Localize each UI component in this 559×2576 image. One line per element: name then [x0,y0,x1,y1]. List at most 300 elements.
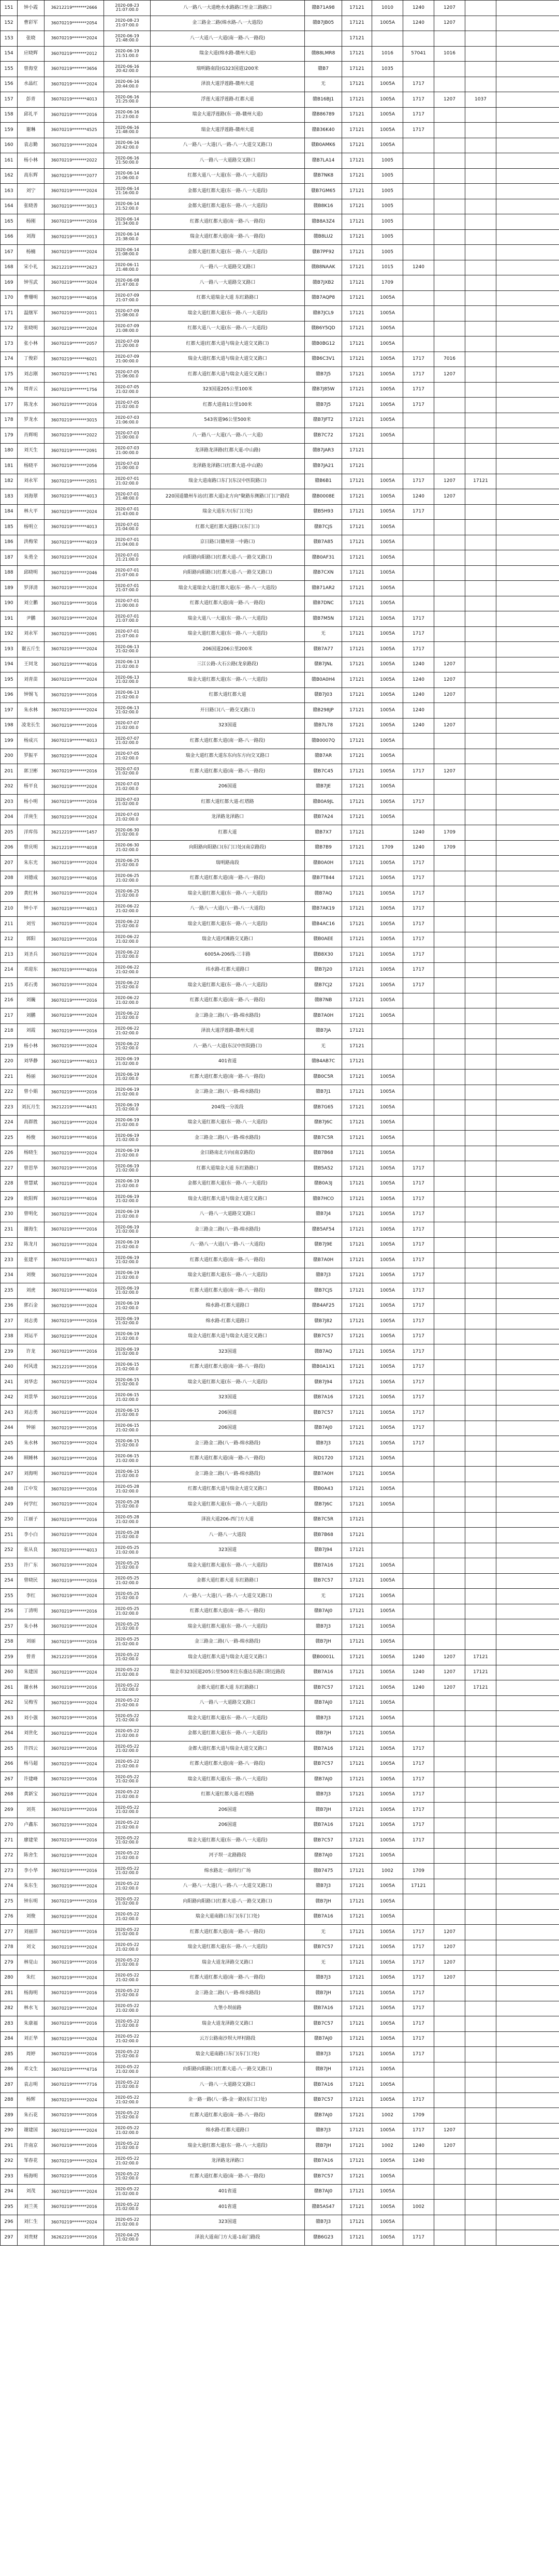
violation-code-2-cell: 1717 [403,1940,434,1955]
violation-time-cell: 2020-05-22 21:02:00.0 [104,2092,151,2108]
violation-code-4-cell [465,1497,496,1513]
violation-code-4-cell [465,1482,496,1497]
table-row [1,672,559,688]
row-number-cell: 218 [1,1023,18,1039]
plate-cell: 赣B7A24 [305,810,342,825]
violation-code-4-cell [465,1940,496,1955]
violation-time-cell: 2020-05-22 21:02:00.0 [104,1940,151,1955]
violation-time-cell: 2020-05-22 21:02:00.0 [104,2169,151,2185]
violation-code-1-cell: 1005A [372,687,403,703]
plate-cell: 无 [305,1955,342,1971]
violation-code-2-cell [403,1695,434,1711]
violation-code-1-cell: 1005A [372,1940,403,1955]
violation-code-2-cell [403,1115,434,1131]
location-cell: 瑞金大道南路口东门(东汉中医院路口) [151,474,305,489]
table-row [1,1451,559,1467]
location-cell: 八一路八一大道路交叉路口 [151,2077,305,2093]
location-cell: 红都大道红都大道-红塔路 [151,1787,305,1803]
violation-time-cell: 2020-06-22 21:02:00.0 [104,1039,151,1055]
row-number-cell: 167 [1,245,18,260]
row-number-cell: 193 [1,642,18,657]
violation-code-1-cell: 1005A [372,1650,403,1665]
name-cell: 周青云 [18,382,45,398]
name-cell: 刘瓦月生 [18,1100,45,1116]
row-number-cell: 151 [1,1,18,16]
row-number-cell: 236 [1,1298,18,1314]
code-cell: 17121 [342,336,372,352]
violation-code-3-cell: 1207 [434,489,465,505]
violation-code-4-cell [465,184,496,199]
name-cell: 刘贵财 [18,2230,45,2246]
location-cell: 瑞金大道红都大道(东一路-八一大道段) [151,978,305,993]
blank-cell [496,16,559,31]
violation-code-4-cell [465,1,496,16]
plate-cell: 赣B7C57 [305,1680,342,1696]
id-number-cell: 36070219*******4716 [45,2062,104,2077]
code-cell: 17121 [342,2184,372,2200]
violation-time-cell: 2020-06-19 21:02:00.0 [104,1222,151,1238]
violation-code-2-cell: 1717 [403,92,434,108]
violation-code-3-cell [434,1803,465,1818]
code-cell: 17121 [342,1,372,16]
violation-code-2-cell [403,565,434,581]
plate-cell: 赣B7C57 [305,2169,342,2185]
id-number-cell: 36070219*******4016 [45,871,104,886]
code-cell: 17121 [342,611,372,627]
location-cell: 三江公路-大石公路(龙泉路段) [151,657,305,672]
violation-code-1-cell: 1005A [372,1298,403,1314]
plate-cell: 赣B7AJ0 [305,1772,342,1788]
id-number-cell: 36070219*******2024 [45,642,104,657]
violation-code-2-cell: 1717 [403,1207,434,1222]
table-row [1,428,559,444]
violation-time-cell: 2020-05-25 21:02:00.0 [104,1543,151,1558]
id-number-cell: 36070219*******2024 [45,2184,104,2200]
violation-code-3-cell [434,306,465,321]
row-number-cell: 271 [1,1833,18,1849]
blank-cell [496,1344,559,1360]
name-cell: 曹彩军 [18,16,45,31]
code-cell: 17121 [342,1115,372,1131]
violation-code-2-cell: 1717 [403,1314,434,1329]
plate-cell: 赣B7T844 [305,871,342,886]
violation-code-4-cell [465,779,496,795]
name-cell: 刘世化 [18,1726,45,1741]
table-row [1,779,559,795]
violation-code-2-cell: 1717 [403,107,434,123]
name-cell: 钟雪武 [18,275,45,291]
row-number-cell: 293 [1,2169,18,2185]
blank-cell [496,1054,559,1070]
violation-code-1-cell: 1005A [372,1176,403,1192]
violation-code-4-cell [465,428,496,444]
violation-code-1-cell: 1005A [372,1558,403,1574]
code-cell: 17121 [342,1543,372,1558]
violation-code-2-cell [403,1131,434,1146]
row-number-cell: 204 [1,810,18,825]
violation-code-4-cell [465,1741,496,1757]
plate-cell: 赣B7C57 [305,1406,342,1421]
violation-code-3-cell [434,1787,465,1803]
location-cell: 红都大道(红都大道与瑞金大道交叉路口) [151,336,305,352]
violation-code-4-cell [465,550,496,566]
name-cell: 朱勇全 [18,550,45,566]
name-cell: 顾睡林 [18,1451,45,1467]
violation-code-2-cell: 1717 [403,764,434,780]
violation-code-3-cell [434,1879,465,1894]
row-number-cell: 267 [1,1772,18,1788]
table-row [1,856,559,871]
violation-time-cell: 2020-06-22 21:02:00.0 [104,993,151,1008]
code-cell: 17121 [342,352,372,367]
violation-code-1-cell: 1005A [372,1070,403,1085]
row-number-cell: 156 [1,77,18,92]
id-number-cell: 36070219*******2024 [45,1406,104,1421]
plate-cell: 赣B8LMR8 [305,46,342,62]
code-cell: 17121 [342,1054,372,1070]
code-cell: 17121 [342,1909,372,1925]
id-number-cell: 36070219*******2016 [45,1023,104,1039]
violation-code-4-cell [465,520,496,535]
id-number-cell: 36070219*******4016 [45,290,104,306]
blank-cell [496,1909,559,1925]
table-row [1,107,559,123]
code-cell: 17121 [342,2169,372,2185]
plate-cell: 赣B8K16 [305,199,342,214]
table-row [1,1146,559,1161]
table-row [1,1711,559,1726]
violation-code-3-cell [434,1085,465,1100]
code-cell: 17121 [342,657,372,672]
code-cell: 17121 [342,1406,372,1421]
table-row [1,611,559,627]
row-number-cell: 232 [1,1237,18,1253]
id-number-cell: 36070219*******2024 [45,1237,104,1253]
location-cell: 瑞金市323国道205公里500米往东盛达东路口附近路段 [151,1665,305,1680]
table-row [1,1665,559,1680]
table-row [1,1680,559,1696]
table-row [1,1634,559,1650]
name-cell: 钟丽 [18,1421,45,1436]
blank-cell [496,1329,559,1344]
id-number-cell: 36070219*******3024 [45,275,104,291]
violation-code-4-cell [465,1283,496,1299]
name-cell: 宋小礼 [18,260,45,275]
violation-code-4-cell [465,932,496,947]
blank-cell [496,1375,559,1391]
code-cell: 17121 [342,2031,372,2047]
table-row [1,398,559,413]
violation-time-cell: 2020-07-03 21:02:00.0 [104,764,151,780]
violation-time-cell: 2020-05-28 21:02:00.0 [104,1497,151,1513]
violation-code-2-cell: 1717 [403,947,434,963]
violation-code-4-cell [465,2184,496,2200]
violation-time-cell: 2020-06-25 21:02:00.0 [104,886,151,902]
plate-cell: 赣B6C3V1 [305,352,342,367]
table-row [1,168,559,184]
violation-code-2-cell: 1717 [403,642,434,657]
violation-code-2-cell [403,184,434,199]
table-row [1,1131,559,1146]
violation-code-4-cell [465,687,496,703]
plate-cell: 赣B0BG12 [305,336,342,352]
id-number-cell: 36070219*******2016 [45,107,104,123]
violation-code-4-cell [465,275,496,291]
blank-cell [496,2169,559,2185]
violation-code-1-cell: 1005A [372,2230,403,2246]
violation-code-3-cell [434,1222,465,1238]
id-number-cell: 36070219*******2024 [45,138,104,153]
plate-cell: 赣B0001L [305,1650,342,1665]
id-number-cell: 36070219*******2024 [45,1008,104,1024]
row-number-cell: 178 [1,413,18,428]
table-row [1,734,559,749]
table-row [1,2062,559,2077]
code-cell: 17121 [342,443,372,459]
location-cell: 八一路八一大道路交叉路口 [151,275,305,291]
row-number-cell: 246 [1,1451,18,1467]
violation-code-1-cell: 1005 [372,199,403,214]
code-cell: 17121 [342,62,372,77]
blank-cell [496,2200,559,2215]
violation-code-1-cell: 1005A [372,2154,403,2169]
table-row [1,626,559,642]
table-row [1,138,559,153]
table-row [1,1543,559,1558]
blank-cell [496,443,559,459]
violation-code-3-cell [434,1008,465,1024]
name-cell: 刘圣兵 [18,947,45,963]
violation-code-4-cell [465,306,496,321]
table-row [1,1100,559,1116]
code-cell: 17121 [342,2230,372,2246]
violation-code-1-cell: 1005A [372,1131,403,1146]
violation-time-cell: 2020-06-16 21:50:00.0 [104,153,151,169]
plate-cell: 赣B7AJ0 [305,1848,342,1864]
id-number-cell: 36070219*******2016 [45,1421,104,1436]
violation-code-4-cell [465,382,496,398]
name-cell: 刘鹏 [18,1008,45,1024]
plate-cell: 赣B7JH [305,1726,342,1741]
row-number-cell: 185 [1,520,18,535]
row-number-cell: 181 [1,459,18,474]
name-cell: 杨明立 [18,520,45,535]
id-number-cell: 36070219*******2016 [45,1314,104,1329]
name-cell: 刘青苗 [18,672,45,688]
violation-code-2-cell [403,810,434,825]
code-cell: 17121 [342,1879,372,1894]
violation-code-3-cell [434,138,465,153]
violation-code-4-cell [465,1558,496,1574]
violation-time-cell: 2020-06-19 21:02:00.0 [104,1298,151,1314]
blank-cell [496,1803,559,1818]
violation-code-3-cell [434,1283,465,1299]
location-cell: 红都大道红都大道(南一路-八一路段) [151,1253,305,1268]
id-number-cell: 36070219*******2057 [45,336,104,352]
plate-cell: 赣B0A3J [305,1176,342,1192]
name-cell: 曾海堂 [18,62,45,77]
location-cell: 八一大道八一大道(南一路-八一路段) [151,31,305,47]
violation-time-cell: 2020-06-15 21:02:00.0 [104,1451,151,1467]
violation-code-2-cell: 1717 [403,2092,434,2108]
id-number-cell: 36070219*******2024 [45,672,104,688]
id-number-cell: 36070219*******2024 [45,581,104,596]
violation-code-3-cell: 1207 [434,1650,465,1665]
violation-code-3-cell [434,504,465,520]
violation-code-3-cell [434,626,465,642]
location-cell: 金三路金二路(八一路-绵水路段) [151,1085,305,1100]
violation-time-cell: 2020-05-22 21:02:00.0 [104,2154,151,2169]
violation-code-4-cell [465,1344,496,1360]
violation-code-3-cell: 1207 [434,1680,465,1696]
violation-code-4-cell [465,1268,496,1283]
violation-code-3-cell [434,1176,465,1192]
plate-cell: 赣B7A16 [305,2154,342,2169]
violation-code-2-cell: 1002 [403,2200,434,2215]
violation-code-3-cell [434,703,465,719]
blank-cell [496,687,559,703]
id-number-cell: 36070219*******2022 [45,428,104,444]
code-cell: 17121 [342,2215,372,2230]
plate-cell: 赣B7CJS [305,520,342,535]
id-number-cell: 36070219*******2016 [45,1741,104,1757]
violation-time-cell: 2020-07-01 21:43:00.0 [104,504,151,520]
location-cell: 金一路一路(八一路-金一路)(东门口处) [151,2092,305,2108]
name-cell: 林觉山 [18,1955,45,1971]
location-cell: 红都大道红都大道(南一路-八一路段) [151,1604,305,1619]
code-cell: 17121 [342,1146,372,1161]
name-cell: 谢水林 [18,1680,45,1696]
blank-cell [496,642,559,657]
violation-time-cell: 2020-07-01 21:21:00.0 [104,550,151,566]
violation-code-3-cell [434,1772,465,1788]
code-cell: 17121 [342,214,372,230]
violation-code-1-cell: 1005A [372,1757,403,1772]
code-cell: 17121 [342,520,372,535]
code-cell: 17121 [342,810,372,825]
name-cell: 刘德成 [18,871,45,886]
violation-code-2-cell: 1717 [403,1161,434,1177]
violation-code-4-cell [465,1146,496,1161]
code-cell: 17121 [342,1039,372,1055]
violation-code-1-cell: 1005A [372,16,403,31]
code-cell: 17121 [342,2047,372,2062]
violation-code-3-cell [434,535,465,550]
row-number-cell: 273 [1,1864,18,1879]
plate-cell: 赣B7JE [305,779,342,795]
violation-code-1-cell: 1002 [372,1864,403,1879]
table-row [1,1283,559,1299]
id-number-cell: 36070219*******2016 [45,1634,104,1650]
violation-code-2-cell: 1717 [403,932,434,947]
violation-code-3-cell [434,2031,465,2047]
table-row [1,810,559,825]
code-cell: 17121 [342,1864,372,1879]
table-row [1,1695,559,1711]
violation-code-3-cell [434,428,465,444]
violation-code-2-cell [403,1528,434,1543]
name-cell: 黄红林 [18,886,45,902]
blank-cell [496,611,559,627]
table-row [1,1879,559,1894]
row-number-cell: 260 [1,1665,18,1680]
violation-code-4-cell [465,46,496,62]
table-row [1,886,559,902]
violation-code-2-cell [403,749,434,764]
violation-code-2-cell: 1717 [403,1237,434,1253]
row-number-cell: 265 [1,1741,18,1757]
code-cell: 17121 [342,1818,372,1833]
violation-code-4-cell [465,1314,496,1329]
blank-cell [496,1940,559,1955]
violation-code-3-cell [434,1589,465,1604]
row-number-cell: 288 [1,2092,18,2108]
violation-code-1-cell [372,459,403,474]
violation-code-3-cell [434,1161,465,1177]
table-row [1,199,559,214]
id-number-cell: 36070219*******2024 [45,2001,104,2016]
plate-cell: 赣B7A0H [305,1008,342,1024]
code-cell: 17121 [342,1451,372,1467]
table-row [1,474,559,489]
blank-cell [496,1359,559,1375]
code-cell: 17121 [342,2016,372,2032]
location-cell: 206国道 [151,1818,305,1833]
code-cell: 17121 [342,1085,372,1100]
id-number-cell: 36070219*******6021 [45,352,104,367]
violation-code-4-cell [465,2001,496,2016]
violation-code-2-cell: 1240 [403,657,434,672]
code-cell: 17121 [342,1940,372,1955]
violation-code-2-cell: 1240 [403,672,434,688]
code-cell: 17121 [342,1008,372,1024]
code-cell: 17121 [342,1955,372,1971]
id-number-cell: 36070219*******2024 [45,1375,104,1391]
violation-code-2-cell: 1240 [403,16,434,31]
plate-cell: 赣B0A9JL [305,795,342,810]
id-number-cell: 36070219*******2016 [45,1833,104,1849]
row-number-cell: 154 [1,46,18,62]
plate-cell: 赣B7JA21 [305,459,342,474]
location-cell: 泽浪大道南门方大道-1南门路段 [151,2230,305,2246]
location-cell: 红都大道红都大道(南一路-八一路段) [151,764,305,780]
blank-cell [496,245,559,260]
violation-code-2-cell [403,734,434,749]
violation-time-cell: 2020-06-19 21:02:00.0 [104,1237,151,1253]
id-number-cell: 36070219*******2091 [45,443,104,459]
location-cell: 瑞金大道红都大道(东一路-八一大道段) [151,1375,305,1391]
row-number-cell: 277 [1,1925,18,1940]
id-number-cell: 36070219*******2024 [45,1115,104,1131]
violation-time-cell: 2020-05-22 21:02:00.0 [104,1665,151,1680]
row-number-cell: 168 [1,260,18,275]
violation-code-3-cell: 1207 [434,672,465,688]
name-cell: 高群胜 [18,1115,45,1131]
blank-cell [496,229,559,245]
name-cell: 谢五斤生 [18,642,45,657]
plate-cell: 赣B7A16 [305,1909,342,1925]
table-row [1,2092,559,2108]
violation-code-4-cell [465,1192,496,1207]
code-cell: 17121 [342,642,372,657]
violation-code-3-cell [434,2169,465,2185]
location-cell: 红都大道红都大道(南一路-八一路段) [151,734,305,749]
id-number-cell: 36070219*******4016 [45,1283,104,1299]
violation-code-3-cell [434,2230,465,2246]
location-cell: 向阳路向阳路口(红都大道-八一路交叉路口) [151,550,305,566]
blank-cell [496,2230,559,2246]
code-cell: 17121 [342,275,372,291]
